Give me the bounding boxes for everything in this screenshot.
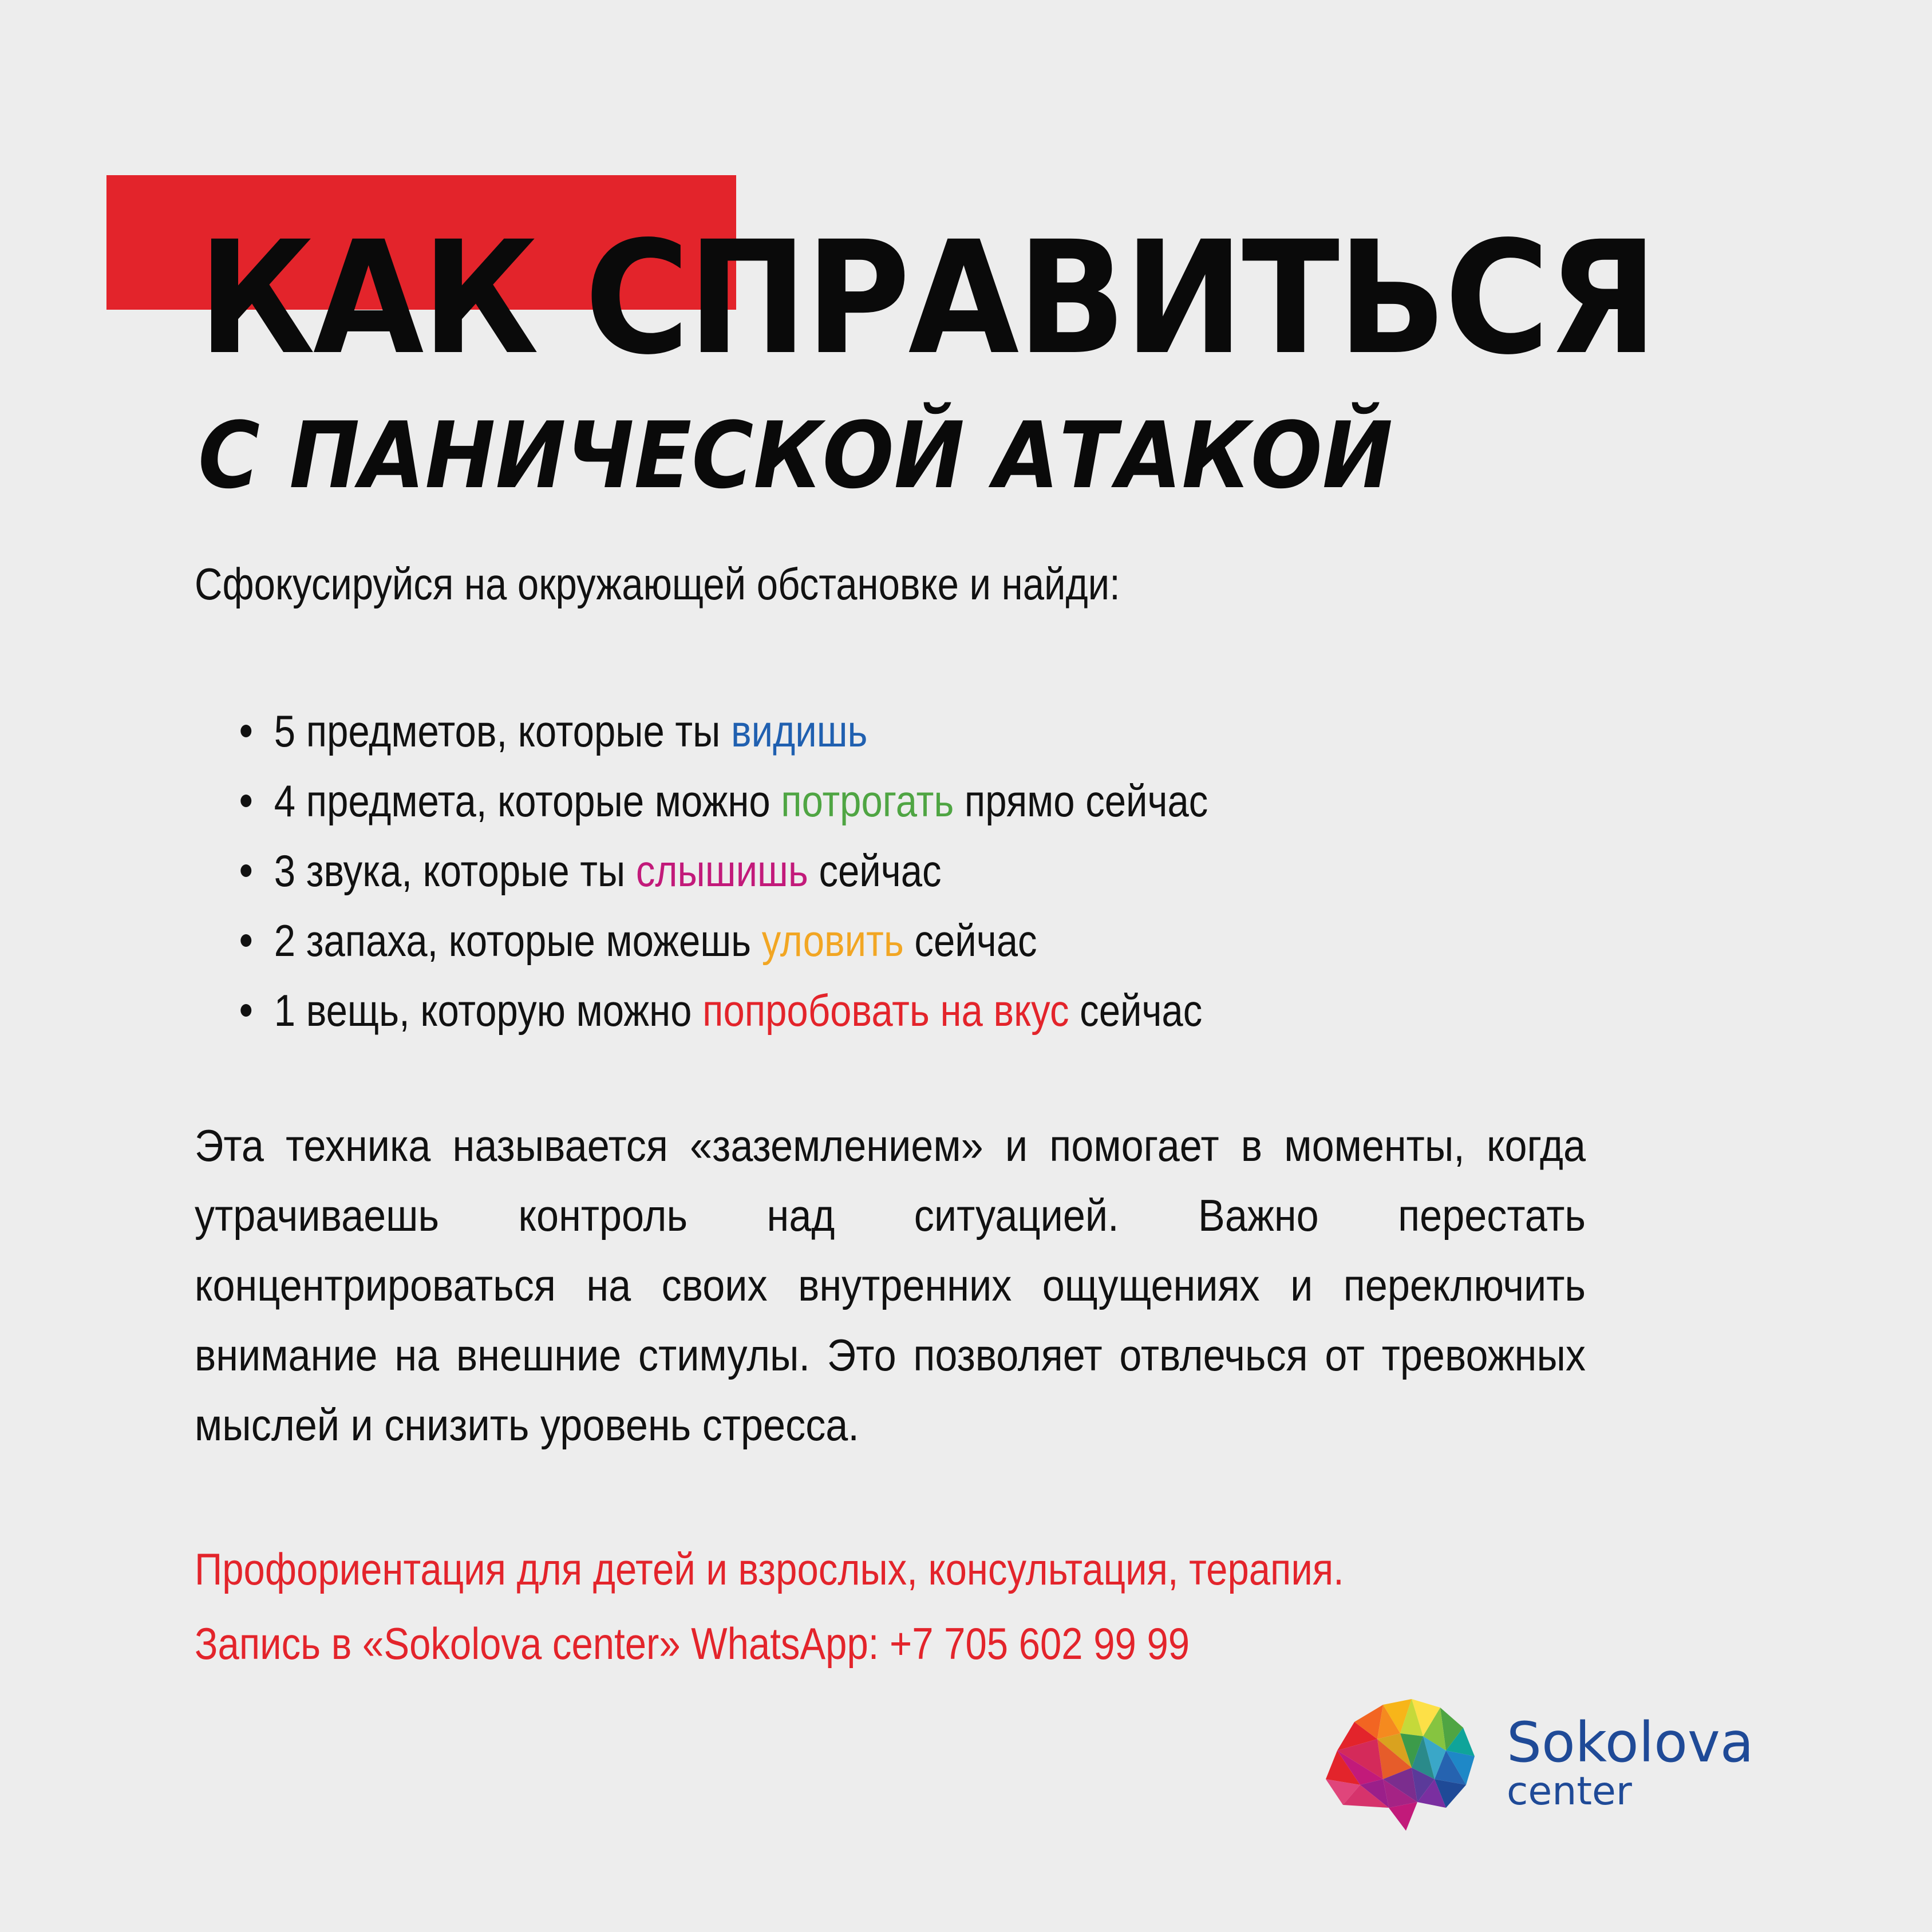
step-text: 5 предметов, которые ты <box>274 706 731 756</box>
step-text-end: сейчас <box>808 846 942 896</box>
list-item <box>235 836 1208 906</box>
step-highlight: попробовать на вкус <box>702 985 1069 1036</box>
list-item <box>235 696 1208 766</box>
promo-text <box>195 1532 1344 1681</box>
bullet-icon <box>240 795 251 807</box>
step-text-end: сейчас <box>1069 985 1203 1036</box>
step-highlight: слышишь <box>635 846 808 896</box>
description-paragraph: Эта техника называется «заземлением» и помогает в моменты, когда утрачиваешь контроль над ситуацией. Важно перестать концентрироваться на своих внутренних ощущениях и переключить внимание на внешние стимулы. Это позволяет отвлечься от тревожных мыслей и снизить уровень стресса. <box>195 1120 1586 1450</box>
bullet-icon <box>240 934 251 947</box>
bullet-icon <box>240 864 251 877</box>
page-subtitle: С ПАНИЧЕСКОЙ АТАКОЙ <box>198 402 1393 509</box>
bullet-icon <box>240 725 251 737</box>
logo-subtitle: center <box>1507 1769 1632 1814</box>
step-highlight: уловить <box>761 915 904 966</box>
step-text: 2 запаха, которые можешь <box>274 915 762 966</box>
step-text: 3 звука, которые ты <box>274 846 636 896</box>
step-text-end: сейчас <box>903 915 1037 966</box>
list-item <box>235 766 1208 836</box>
promo-line-services: Профориентация для детей и взрослых, консультация, терапия. <box>195 1544 1344 1594</box>
sokolova-center-logo <box>1314 1688 1761 1836</box>
step-text: 4 предмета, которые можно <box>274 776 781 826</box>
intro-text: Сфокусируйся на окружающей обстановке и найди: <box>195 559 1120 609</box>
logo-wordmark: Sokolova <box>1507 1710 1754 1775</box>
list-item <box>235 975 1208 1045</box>
grounding-steps-list <box>235 696 1208 1045</box>
step-highlight: потрогать <box>781 776 954 826</box>
step-text: 1 вещь, которую можно <box>274 985 703 1036</box>
bullet-icon <box>240 1004 251 1017</box>
promo-line-contact: Запись в «Sokolova center» WhatsApp: +7 705 602 99 99 <box>195 1618 1190 1669</box>
step-highlight: видишь <box>730 706 868 756</box>
step-text-end: прямо сейчас <box>954 776 1208 826</box>
page-title: КАК СПРАВИТЬСЯ <box>198 208 1656 389</box>
list-item <box>235 906 1208 975</box>
brain-icon <box>1314 1688 1486 1836</box>
